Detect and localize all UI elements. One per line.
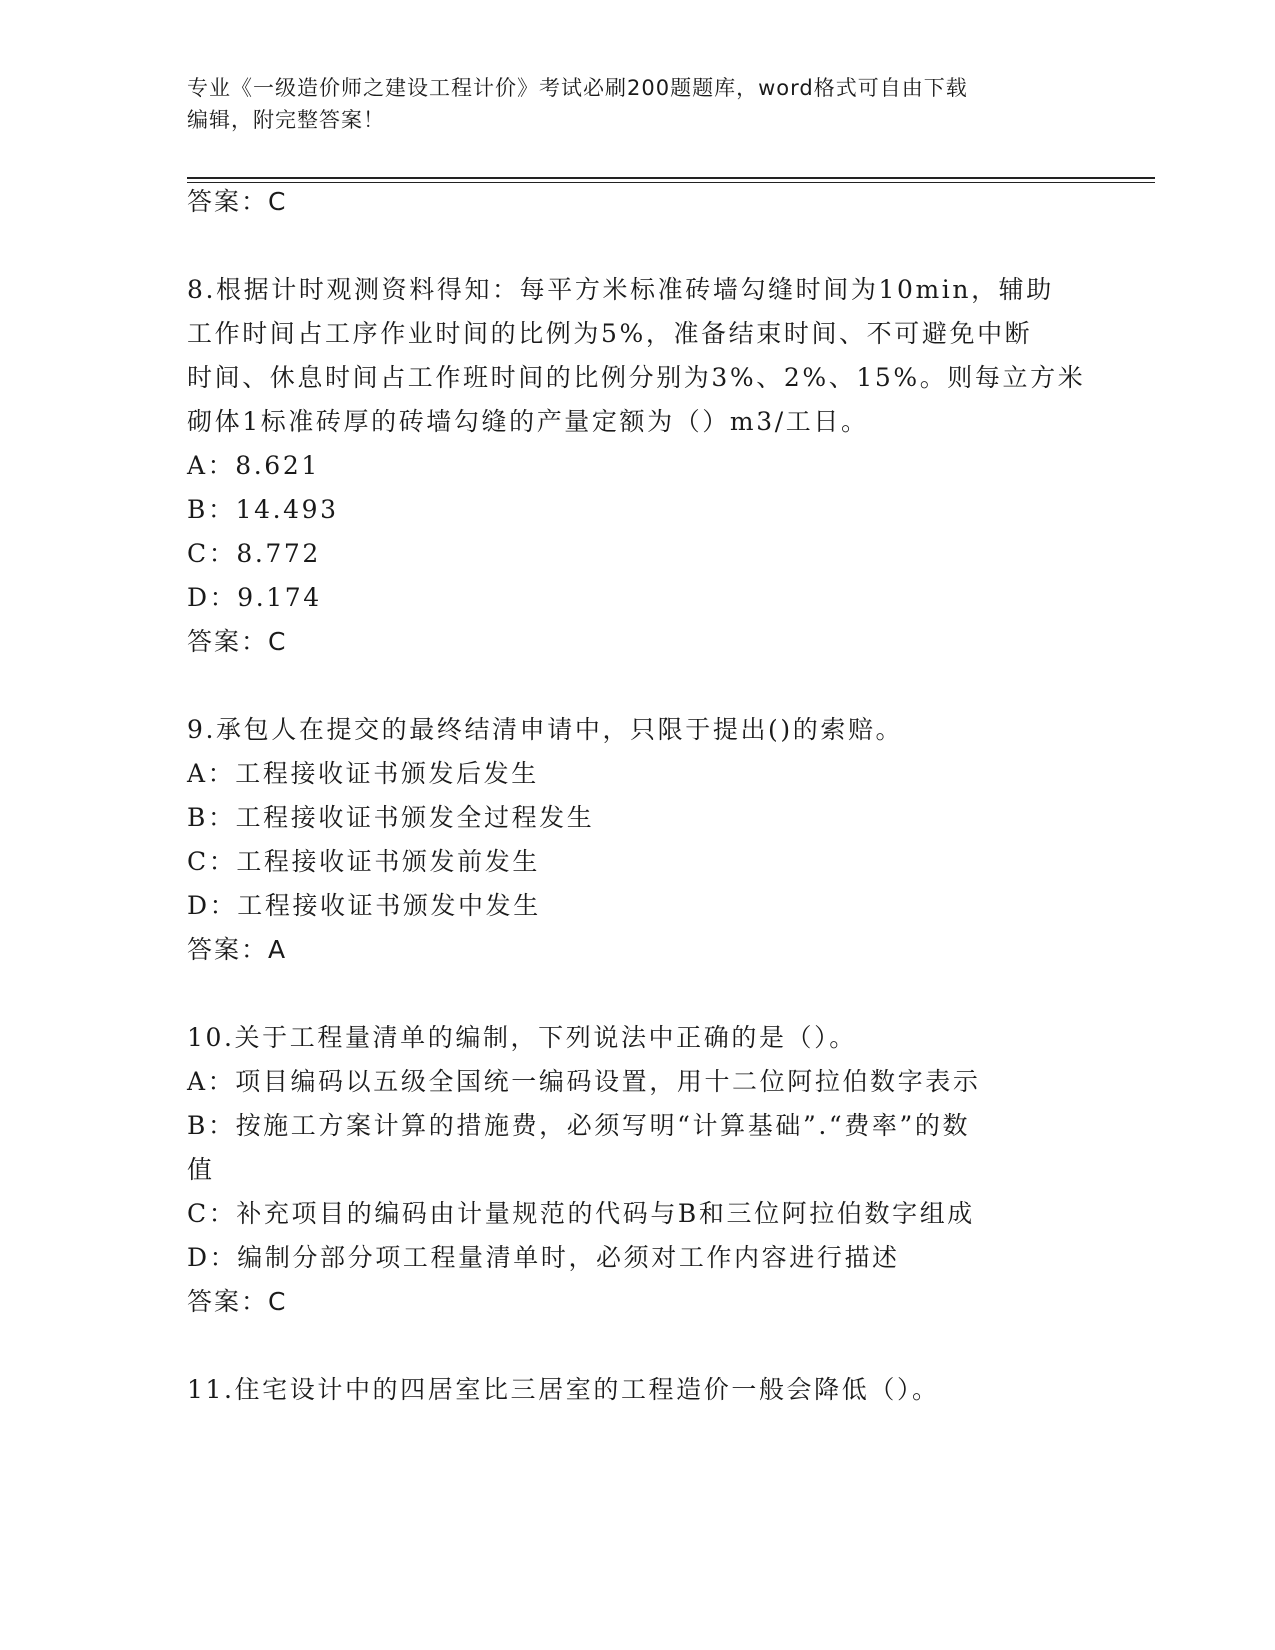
header-divider-thick <box>187 177 1155 179</box>
question-10-option-c: C：补充项目的编码由计量规范的代码与B和三位阿拉伯数字组成 <box>187 1199 975 1228</box>
question-10-option-d: D：编制分部分项工程量清单时，必须对工作内容进行描述 <box>187 1243 900 1272</box>
header-divider-thin <box>187 182 1155 183</box>
question-8-stem-line-2: 工作时间占工序作业时间的比例为5%，准备结束时间、不可避免中断 <box>187 319 1033 348</box>
question-9-option-d: D：工程接收证书颁发中发生 <box>187 891 541 920</box>
question-10-answer: 答案：C <box>187 1287 288 1316</box>
question-9-stem-line-1: 9.承包人在提交的最终结清申请中，只限于提出()的索赔。 <box>187 715 904 744</box>
question-8-option-d: D：9.174 <box>187 583 322 612</box>
question-8-answer: 答案：C <box>187 627 288 656</box>
page-header <box>187 72 1087 136</box>
question-10-option-a: A：项目编码以五级全国统一编码设置，用十二位阿拉伯数字表示 <box>187 1067 981 1096</box>
question-9-option-c: C：工程接收证书颁发前发生 <box>187 847 540 876</box>
question-10-option-b: B：按施工方案计算的措施费，必须写明“计算基础”.“费率”的数 <box>187 1111 971 1140</box>
header-line-2: 编辑，附完整答案！ <box>187 108 385 132</box>
question-10-stem-line-1: 10.关于工程量清单的编制，下列说法中正确的是（）。 <box>187 1023 857 1052</box>
question-9-answer: 答案：A <box>187 935 288 964</box>
question-9-option-b: B：工程接收证书颁发全过程发生 <box>187 803 595 832</box>
question-8-option-a: A：8.621 <box>187 451 320 480</box>
question-8-option-c: C：8.772 <box>187 539 321 568</box>
question-9-option-a: A：工程接收证书颁发后发生 <box>187 759 539 788</box>
question-8-stem-line-3: 时间、休息时间占工作班时间的比例分别为3%、2%、15%。则每立方米 <box>187 363 1086 392</box>
header-line-1: 专业《一级造价师之建设工程计价》考试必刷200题题库，word格式可自由下载 <box>187 76 968 100</box>
question-8-stem-line-1: 8.根据计时观测资料得知：每平方米标准砖墙勾缝时间为10min，辅助 <box>187 275 1054 304</box>
question-8-stem-line-4: 砌体1标准砖厚的砖墙勾缝的产量定额为（）m3/工日。 <box>187 407 869 436</box>
question-10-option-b-continued: 值 <box>187 1155 215 1184</box>
question-8-option-b: B：14.493 <box>187 495 339 524</box>
answer-previous: 答案：C <box>187 187 288 216</box>
question-11-stem-line-1: 11.住宅设计中的四居室比三居室的工程造价一般会降低（）。 <box>187 1375 940 1404</box>
